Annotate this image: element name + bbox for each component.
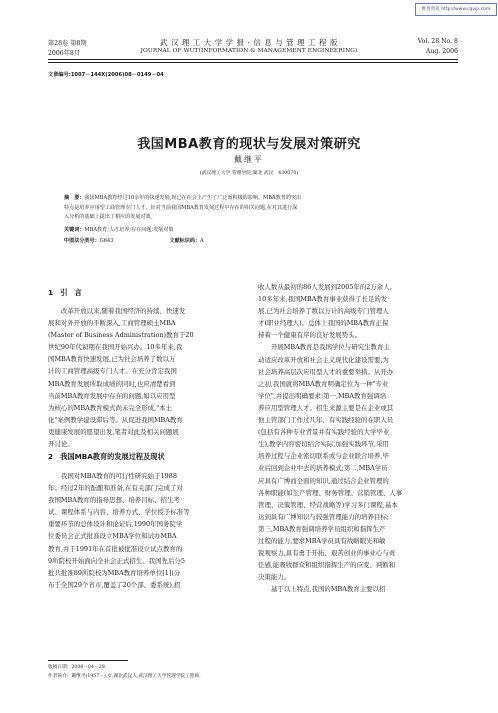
text-line: 更健康发展的愿望出发,笔者对此及相关问题展 [48, 427, 179, 436]
keywords [64, 226, 439, 233]
abstract-label: 摘 要： [64, 195, 85, 201]
footnote-rule [48, 660, 128, 661]
text-line: (包括有各种专业背景并有实践经验的大学毕业 [258, 428, 390, 437]
abstract-line-3: 入分析的基础上提出了相应的发展对策。 [64, 214, 156, 221]
author: 戴继平 [234, 155, 264, 164]
journal-title-en: JOURNAL OF WUT(INFORMATION & MANAGEMENT ENGINEERING) [140, 48, 358, 54]
text-line: 我国MBA教育的指导思想、培养目标、招生考 [48, 496, 180, 505]
text-line: 持着一个健康有序的良好发展势头。 [258, 331, 362, 340]
text-line: 开展MBA教育是我国学位与研究生教育主 [270, 343, 390, 352]
text-line: 学位",并提出明确要求:第一,MBA教育强调培 [258, 391, 387, 400]
text-line: 教育,并于1991年在首批被批准设立试点教育的 [48, 544, 183, 553]
text-line: 管理、决策管理、经营战略等)学习多门课程,基本 [258, 500, 398, 509]
text-line: 国MBA教育快速发展,已为社会培养了数以万 [48, 355, 176, 364]
text-line: 基于以上特点,我国的MBA教育主要以招 [270, 585, 386, 594]
left-column-para-2 [48, 470, 250, 591]
text-line: 化"案例教学建设滞后等。从促进我国MBA教育 [48, 415, 183, 424]
text-line: 第三,MBA教育强调培养学员组织和指挥生产 [258, 524, 386, 533]
keywords-text: MBA教育;人才培养;存在问题;发展对策 [84, 227, 174, 233]
text-line: 9所院校开始面向全社会正式招生。我国先后分5 [48, 556, 185, 565]
text-line: MBA教育发展所取成绩的同时,也应清楚看到 [48, 379, 176, 388]
abstract [64, 194, 439, 223]
text-line: 收人数从最初的86人发展到2005年的2万余人。 [258, 283, 397, 291]
footnote-received: 收稿日期：2006－04－29. [48, 665, 107, 670]
header-rule-thick [48, 59, 458, 60]
doc-code-label: 文献标识码： [169, 238, 201, 244]
text-line: 生),教学内容密切结合实际,加强实践环节,采用 [258, 440, 389, 449]
keywords-label: 关键词： [64, 227, 85, 233]
right-column [258, 281, 460, 595]
affiliation: (武汉理工大学 管理学院,湖北 武汉 430070) [199, 171, 299, 176]
section-heading-1: 1 引 言 [48, 288, 82, 297]
text-line: 锐观察力,具有勇于开拓、艰苦创业的事业心与责 [258, 549, 396, 558]
text-line: 当前MBA教育发展中存在的问题,如以应用型 [48, 391, 176, 400]
text-line: 为核心的MBA教育模式尚未完全形成,"本土 [48, 403, 172, 412]
issue-number: 第28卷 第8期 [48, 40, 87, 47]
header-rule-thin [48, 62, 458, 63]
text-line: 世纪90年代初期在我国开始兴办。10多年来,我 [48, 343, 183, 352]
issue-date: 2006年8月 [48, 50, 81, 57]
doc-code-value: A [200, 238, 204, 244]
section-heading-2: 2 我国MBA教育的发展过程及现状 [48, 452, 165, 461]
text-line: 展和对外开放的不断深入,工商管理硕士MBA [48, 319, 176, 328]
text-line: 养应用型管理人才。招生来源主要是在企业或其 [258, 403, 394, 412]
volume: Vol. 28 No. 8 [417, 38, 458, 45]
text-line: 才(职业经理人)。总体上我国的MBA教育正保 [258, 319, 389, 328]
text-line: 改革开放以来,随着我国经济的持续、快速发 [60, 307, 186, 315]
watermark-stamp: 维普资讯 http://www.cqvip.com [415, 3, 497, 16]
text-line: 位委员会正式批准设立MBA学位和试办MBA [48, 532, 177, 541]
text-line: 各种职能(如生产管理、财务管理、营销管理、人事 [258, 488, 403, 497]
footnote-author: 作者简介：戴继平(1957－),女,湖北武汉人,武汉理工大学管理学院工程师. [48, 674, 201, 679]
text-line: 试、课程体系与内容、培养方式、学位授予标准等 [48, 508, 190, 517]
text-line: 我国对MBA教育的可行性研究始于1988 [60, 472, 177, 480]
text-line: 动适应改革开放和社会主义现代化建设需要,为 [258, 355, 389, 364]
clc-value: G643 [99, 238, 114, 244]
text-line: 之初,我国就将MBA教育明确定位为一种"专业 [258, 379, 389, 388]
abstract-line-2: 特点是培养应用型工商管理专门人才。针对当前我国MBA教育发展过程中存在的相关问题,在对其进行深 [64, 204, 298, 211]
text-line: 展,已为社会培养了数以万计的高级专门管理人 [258, 307, 389, 316]
article-id: 文章编号:1007－144X(2006)08－0149－04 [48, 72, 164, 78]
text-line: 应具有广博而全面的知识,通过结合企业管理的 [258, 476, 389, 485]
abstract-line-1: 摘 要：我国MBA教育经过10余年的快速发展,现已在社会上产生了广泛而积极的影响。MBA教育的突出 [64, 195, 302, 201]
text-line: 批共批准89所院校为MBA教育培养单位[1](分 [48, 568, 181, 577]
text-line: 过程的能力,要求MBA学员具有战略眼光和敏 [258, 536, 386, 545]
text-line: 培养过程与企业密切联系或与企业联合培养,毕 [258, 452, 389, 461]
text-line: 10多年来,我国MBA教育事业获得了长足的发 [258, 295, 388, 304]
clc-label: 中图法分类号： [64, 238, 100, 244]
left-column-para-1 [48, 305, 250, 450]
text-line: 开讨论。 [48, 440, 74, 449]
text-line: 布于全国29个省市,覆盖了20个部、委系统),招 [48, 580, 181, 589]
text-line: 社会培养高层次应用型人才的重要举措。从开办 [258, 367, 394, 376]
text-line: 决策能力。 [258, 573, 291, 582]
text-line: 年。经过2年的酝酿和准备,在有关部门完成了对 [48, 484, 183, 493]
journal-title-cn: 武 汉 理 工 大 学 学 报 · 信 息 与 管 理 工 程 版 [160, 38, 338, 47]
text-line: 业后回到企业中去的培养模式;第二,MBA学员 [258, 464, 388, 473]
text-line: 任感,能吸收群众和组织指挥生产的应变、判断和 [258, 561, 396, 570]
text-line: 他主管部门工作过几年、有实践经验的在职人员 [258, 416, 394, 425]
text-line: 重要环节的总体设计和论证后,1990年国务院学 [48, 520, 183, 529]
text-line: 计的工商管理高级专门人才。在充分肯定我国 [48, 367, 177, 376]
issue-month: Aug. 2006 [425, 48, 458, 55]
paper-title: 我国MBA教育的现状与发展对策研究 [137, 137, 361, 152]
classification [64, 237, 439, 244]
text-line: 达到具有广博知识与较强管理能力的培养目标; [258, 512, 389, 521]
text-line: (Master of Business Administration)教育于20 [48, 331, 194, 340]
